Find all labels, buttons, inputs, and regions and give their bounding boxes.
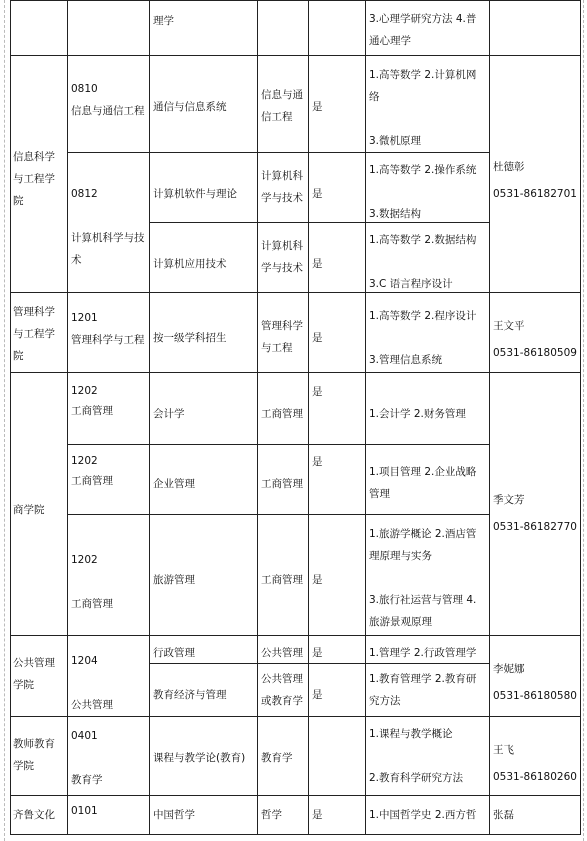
direction-text-r7: 旅游管理 <box>153 574 195 586</box>
category-cell-r2 <box>258 153 309 223</box>
category-cell-r8 <box>258 636 309 664</box>
subjects-cell-r7 <box>366 515 490 636</box>
yes-cell-r7 <box>309 515 366 636</box>
subjects-cell-r0 <box>366 0 490 56</box>
yes-cell-r10 <box>309 717 366 796</box>
subjects-text-r6: 1.项目管理 2.企业战略管理 <box>369 466 477 500</box>
contact-cell-mgmt <box>490 293 581 373</box>
subjects-text-r0: 3.心理学研究方法 4.普通心理学 <box>369 13 477 47</box>
category-text-r9: 公共管理或教育学 <box>261 673 303 707</box>
category-cell-r4 <box>258 293 309 373</box>
contact-cell-education <box>490 717 581 796</box>
category-text-r4: 管理科学与工程 <box>261 320 303 354</box>
category-text-r8: 公共管理 <box>261 647 303 659</box>
yes-text-r1: 是 <box>312 101 323 113</box>
major-cell-1201 <box>68 293 150 373</box>
yes-text-r8: 是 <box>312 647 323 659</box>
direction-text-r3: 计算机应用技术 <box>153 258 227 270</box>
subjects-cell-r9 <box>366 664 490 717</box>
category-cell-r0 <box>258 0 309 56</box>
subjects-cell-r6 <box>366 445 490 515</box>
college-name-qilu: 齐鲁文化 <box>13 809 55 821</box>
college-cell-qilu <box>10 796 68 835</box>
subjects-cell-r1 <box>366 56 490 153</box>
yes-cell-r9 <box>309 664 366 717</box>
college-cell-education <box>10 717 68 796</box>
yes-cell-r11 <box>309 796 366 835</box>
contact-cell-business <box>490 373 581 636</box>
major-cell-1202-b <box>68 445 150 515</box>
subjects-text-r11: 1.中国哲学史 2.西方哲 <box>369 809 477 821</box>
major-text-0101: 0101 <box>71 805 98 817</box>
major-cell-1202-a <box>68 373 150 445</box>
college-cell-info <box>10 56 68 293</box>
major-text-1201: 1201 管理科学与工程 <box>71 312 145 346</box>
direction-text-r4: 按一级学科招生 <box>153 332 227 344</box>
direction-cell-r5 <box>150 373 258 445</box>
category-text-r11: 哲学 <box>261 809 282 821</box>
major-cell-0101 <box>68 796 150 835</box>
major-cell-1204 <box>68 636 150 717</box>
direction-cell-r10 <box>150 717 258 796</box>
college-name-mgmt: 管理科学与工程学院 <box>13 306 55 362</box>
contact-text-public: 李妮娜 0531-86180580 <box>493 663 577 702</box>
college-name-education: 教师教育学院 <box>13 738 55 772</box>
direction-text-r6: 企业管理 <box>153 478 195 490</box>
subjects-text-r7: 1.旅游学概论 2.酒店管理原理与实务 3.旅行社运营与管理 4.旅游景观原理 <box>369 528 477 628</box>
major-cell-0812 <box>68 153 150 293</box>
college-name-info: 信息科学与工程学院 <box>13 151 55 207</box>
contact-cell-r0 <box>490 0 581 56</box>
subjects-cell-r4 <box>366 293 490 373</box>
category-cell-r5 <box>258 373 309 445</box>
subjects-cell-r10 <box>366 717 490 796</box>
direction-cell-r1 <box>150 56 258 153</box>
category-cell-r7 <box>258 515 309 636</box>
major-text-1204: 1204 公共管理 <box>71 655 113 711</box>
subjects-cell-r2 <box>366 153 490 223</box>
yes-text-r11: 是 <box>312 809 323 821</box>
subjects-cell-r3 <box>366 223 490 293</box>
college-cell-business <box>10 373 68 636</box>
yes-text-r2: 是 <box>312 188 323 200</box>
major-text-0812: 0812 计算机科学与技术 <box>71 188 145 266</box>
yes-text-r3: 是 <box>312 258 323 270</box>
direction-text-r9: 教育经济与管理 <box>153 689 227 701</box>
college-cell-mgmt <box>10 293 68 373</box>
contact-text-info: 杜德彰 0531-86182701 <box>493 161 577 200</box>
category-text-r1: 信息与通信工程 <box>261 89 303 123</box>
major-cell-0810 <box>68 56 150 153</box>
yes-text-r9: 是 <box>312 689 323 701</box>
direction-cell-r0 <box>150 0 258 56</box>
major-text-0810: 0810 信息与通信工程 <box>71 83 145 117</box>
category-text-r10: 教育学 <box>261 752 293 764</box>
subjects-cell-r5 <box>366 373 490 445</box>
direction-cell-r3 <box>150 223 258 293</box>
yes-cell-r1 <box>309 56 366 153</box>
category-text-r3: 计算机科学与技术 <box>261 240 303 274</box>
category-cell-r1 <box>258 56 309 153</box>
major-cell-1202-c <box>68 515 150 636</box>
college-cell-public <box>10 636 68 717</box>
contact-cell-qilu <box>490 796 581 835</box>
direction-cell-r8 <box>150 636 258 664</box>
contact-text-qilu: 张磊 <box>493 809 514 821</box>
yes-cell-r5 <box>309 373 366 445</box>
subjects-text-r10: 1.课程与教学概论 2.教育科学研究方法 <box>369 728 464 784</box>
major-text-1202-c: 1202 工商管理 <box>71 554 113 610</box>
direction-cell-r2 <box>150 153 258 223</box>
direction-text-r1: 通信与信息系统 <box>153 101 227 113</box>
contact-text-education: 王飞 0531-86180260 <box>493 744 577 783</box>
subjects-text-r8: 1.管理学 2.行政管理学 <box>369 647 477 659</box>
category-text-r7: 工商管理 <box>261 574 303 586</box>
direction-cell-r9 <box>150 664 258 717</box>
yes-cell-r8 <box>309 636 366 664</box>
major-text-1202-b: 1202 工商管理 <box>71 455 113 487</box>
category-text-r2: 计算机科学与技术 <box>261 170 303 204</box>
major-text-0401: 0401 教育学 <box>71 730 103 786</box>
college-cell-r0 <box>10 0 68 56</box>
direction-text-r10: 课程与教学论(教育) <box>153 752 246 764</box>
contact-cell-info <box>490 56 581 293</box>
subjects-cell-r11 <box>366 796 490 835</box>
direction-cell-r7 <box>150 515 258 636</box>
direction-text-r11: 中国哲学 <box>153 809 195 821</box>
direction-text-r5: 会计学 <box>153 408 185 420</box>
category-cell-r9 <box>258 664 309 717</box>
yes-cell-r6 <box>309 445 366 515</box>
yes-text-r5: 是 <box>312 386 323 398</box>
yes-text-r4: 是 <box>312 332 323 344</box>
subjects-text-r9: 1.教育管理学 2.教育研究方法 <box>369 673 477 707</box>
category-cell-r10 <box>258 717 309 796</box>
margin-guide-right <box>583 0 584 841</box>
subjects-text-r1: 1.高等数学 2.计算机网络 3.微机原理 <box>369 69 477 147</box>
subjects-text-r5: 1.会计学 2.财务管理 <box>369 408 466 420</box>
contact-cell-public <box>490 636 581 717</box>
subjects-cell-r8 <box>366 636 490 664</box>
subjects-text-r4: 1.高等数学 2.程序设计 3.管理信息系统 <box>369 310 477 366</box>
subjects-text-r2: 1.高等数学 2.操作系统 3.数据结构 <box>369 164 477 220</box>
college-name-public: 公共管理学院 <box>13 657 55 691</box>
contact-text-mgmt: 王文平 0531-86180509 <box>493 320 577 359</box>
direction-cell-r6 <box>150 445 258 515</box>
direction-cell-r4 <box>150 293 258 373</box>
category-text-r6: 工商管理 <box>261 478 303 490</box>
subjects-text-r3: 1.高等数学 2.数据结构 3.C 语言程序设计 <box>369 234 477 290</box>
yes-text-r7: 是 <box>312 574 323 586</box>
direction-text-r8: 行政管理 <box>153 647 195 659</box>
yes-cell-r0 <box>309 0 366 56</box>
college-name-business: 商学院 <box>13 504 45 516</box>
direction-cell-r11 <box>150 796 258 835</box>
direction-text-r0: 理学 <box>153 15 174 27</box>
major-cell-r0 <box>68 0 150 56</box>
category-cell-r11 <box>258 796 309 835</box>
yes-cell-r4 <box>309 293 366 373</box>
yes-cell-r2 <box>309 153 366 223</box>
yes-cell-r3 <box>309 223 366 293</box>
category-cell-r6 <box>258 445 309 515</box>
category-text-r5: 工商管理 <box>261 408 303 420</box>
major-cell-0401 <box>68 717 150 796</box>
major-text-1202-a: 1202 工商管理 <box>71 385 113 417</box>
direction-text-r2: 计算机软件与理论 <box>153 188 237 200</box>
contact-text-business: 季文芳 0531-86182770 <box>493 494 577 533</box>
margin-guide-left <box>4 0 5 841</box>
yes-text-r6: 是 <box>312 456 323 468</box>
category-cell-r3 <box>258 223 309 293</box>
